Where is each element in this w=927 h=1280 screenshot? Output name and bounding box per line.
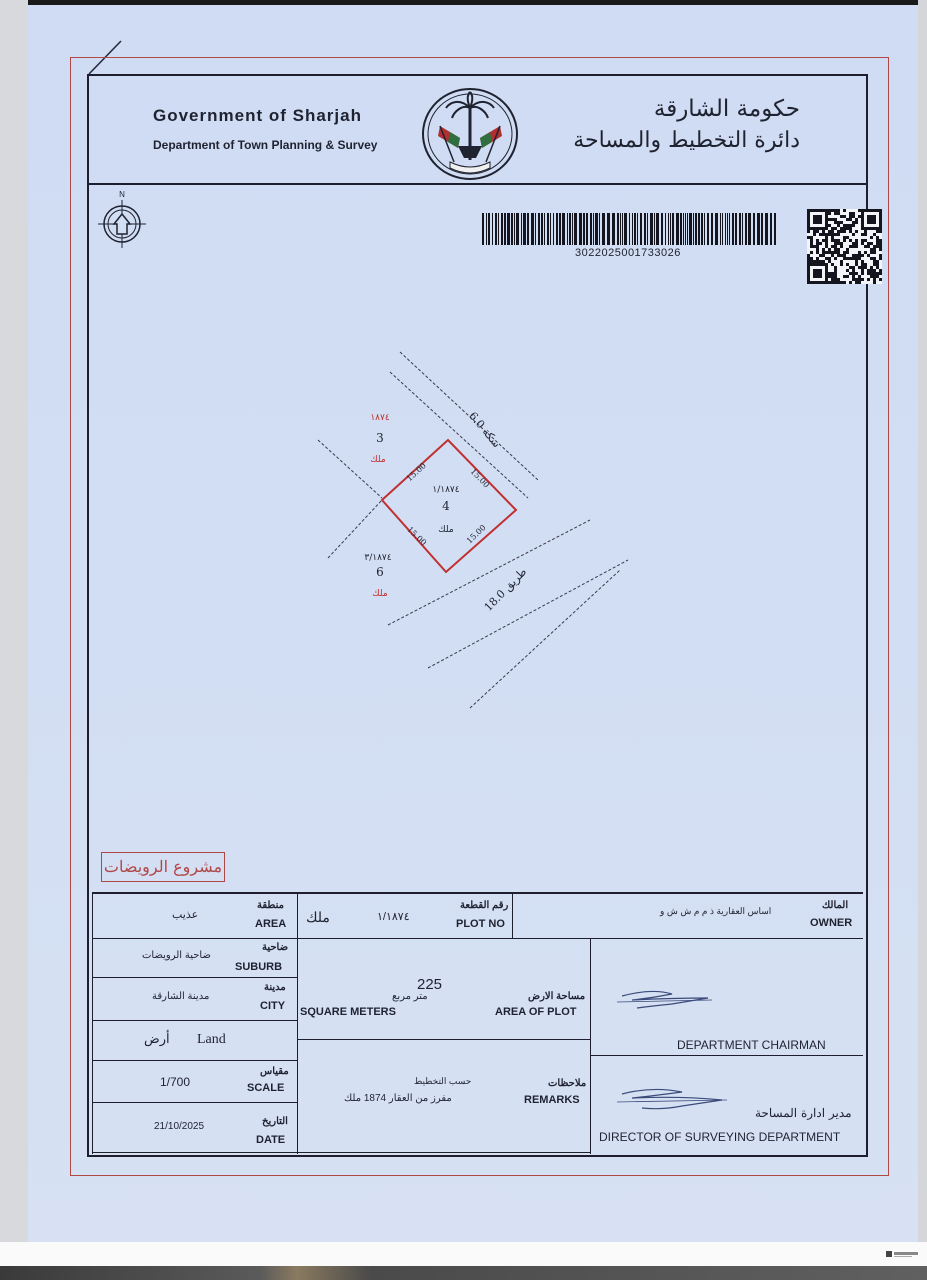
area-label-en: AREA <box>255 918 287 930</box>
area-of-plot-label-ar: مساحة الارض <box>528 991 586 1002</box>
plot-south-owner: ملك <box>372 589 388 599</box>
plot-no-label-en: PLOT NO <box>456 918 505 930</box>
header-separator <box>87 183 866 185</box>
row-divider <box>590 1055 863 1056</box>
area-unit-ar: متر مربع <box>392 991 428 1002</box>
government-title-ar: حكومة الشارقة <box>653 96 800 122</box>
barcode-number: 3022025001733026 <box>575 247 681 259</box>
suburb-label-ar: ضاحية <box>262 942 289 953</box>
remarks-line1: حسب التخطيط <box>414 1076 472 1086</box>
bottom-margin <box>0 1242 927 1266</box>
plot-main-owner: ملك <box>438 525 454 535</box>
date-value: 21/10/2025 <box>154 1121 205 1132</box>
dim-top-right: 15.00 <box>468 466 491 490</box>
dim-bottom-left: 15.00 <box>405 525 429 548</box>
plot-no-label-ar: رقم القطعة <box>460 900 509 911</box>
boundary-north <box>318 440 382 498</box>
road-label: طريق 18.0 <box>481 565 530 614</box>
boundary-west <box>328 500 382 558</box>
scale-label-ar: مقياس <box>260 1066 289 1077</box>
plot-north-id: ١٨٧٤ <box>370 413 390 423</box>
left-margin <box>0 0 28 1245</box>
dim-top-left: 15.00 <box>404 461 428 484</box>
owner-label-en: OWNER <box>810 917 853 929</box>
row-divider <box>92 1152 590 1153</box>
area-of-plot-label-en: AREA OF PLOT <box>495 1006 577 1018</box>
department-title-ar: دائرة التخطيط والمساحة <box>573 128 800 153</box>
road-line-2 <box>428 560 628 668</box>
area-label-ar: منطقة <box>257 900 284 911</box>
dim-bottom-right: 15.00 <box>464 523 488 546</box>
city-value: مدينة الشارقة <box>152 991 210 1002</box>
row-divider <box>92 1102 297 1103</box>
scale-label-en: SCALE <box>247 1082 285 1094</box>
plot-type: ملك <box>306 910 330 926</box>
street-label: سكة 6.0 <box>466 409 504 451</box>
bottom-background <box>0 1266 927 1280</box>
area-of-plot-value: 225 <box>417 976 443 993</box>
row-divider <box>92 938 863 939</box>
col-divider <box>92 894 93 1154</box>
area-unit-en: SQUARE METERS <box>300 1006 396 1018</box>
suburb-value: ضاحية الرويضات <box>142 950 211 961</box>
government-title-en: Government of Sharjah <box>153 106 362 125</box>
area-value: عذيب <box>172 909 199 921</box>
land-value-en: Land <box>197 1032 226 1047</box>
north-compass-icon <box>92 186 152 256</box>
land-value-ar: أرض <box>144 1032 170 1047</box>
qr-code-icon <box>807 209 882 284</box>
chairman-signature <box>612 984 722 1014</box>
plot-drawing <box>300 340 660 720</box>
director-label-ar: مدير ادارة المساحة <box>755 1106 852 1120</box>
plot-info-table <box>92 892 863 1154</box>
plot-no-value: ١/١٨٧٤ <box>377 911 410 923</box>
row-divider <box>92 1060 297 1061</box>
chairman-label: DEPARTMENT CHAIRMAN <box>677 1038 826 1052</box>
north-label: N <box>119 190 125 199</box>
scanner-logo-icon <box>884 1247 922 1263</box>
director-signature <box>612 1084 732 1114</box>
plot-main-id: ١/١٨٧٤ <box>432 485 460 495</box>
owner-label-ar: المالك <box>822 900 849 911</box>
row-divider <box>92 977 297 978</box>
plot-main-number: 4 <box>442 499 450 513</box>
plot-north-number: 3 <box>376 431 384 445</box>
city-label-ar: مدينة <box>264 982 286 993</box>
department-title-en: Department of Town Planning & Survey <box>153 138 378 152</box>
date-label-en: DATE <box>256 1134 286 1146</box>
date-label-ar: التاريخ <box>262 1116 288 1127</box>
scale-value: 1/700 <box>160 1075 191 1089</box>
director-label-en: DIRECTOR OF SURVEYING DEPARTMENT <box>599 1130 841 1144</box>
city-label-en: CITY <box>260 1000 286 1012</box>
remarks-label-en: REMARKS <box>524 1094 580 1106</box>
col-divider <box>297 894 298 1154</box>
owner-value: اساس العقارية ذ م م ش ش و <box>660 906 772 916</box>
barcode-icon <box>480 211 782 247</box>
plot-north-owner: ملك <box>370 455 386 465</box>
suburb-label-en: SUBURB <box>235 961 283 973</box>
remarks-line2: مفرز من العقار 1874 ملك <box>344 1093 452 1104</box>
row-divider <box>297 1039 590 1040</box>
row-divider <box>92 1020 297 1021</box>
col-divider <box>590 938 591 1154</box>
road-line-3 <box>470 570 620 708</box>
right-margin <box>918 0 927 1245</box>
remarks-label-ar: ملاحظات <box>548 1078 587 1089</box>
sharjah-emblem-icon <box>420 86 520 182</box>
plot-south-number: 6 <box>376 565 384 579</box>
project-name-stamp: مشروع الرويضات <box>101 852 225 882</box>
col-divider <box>512 894 513 938</box>
plot-south-id: ٣/١٨٧٤ <box>364 553 392 563</box>
